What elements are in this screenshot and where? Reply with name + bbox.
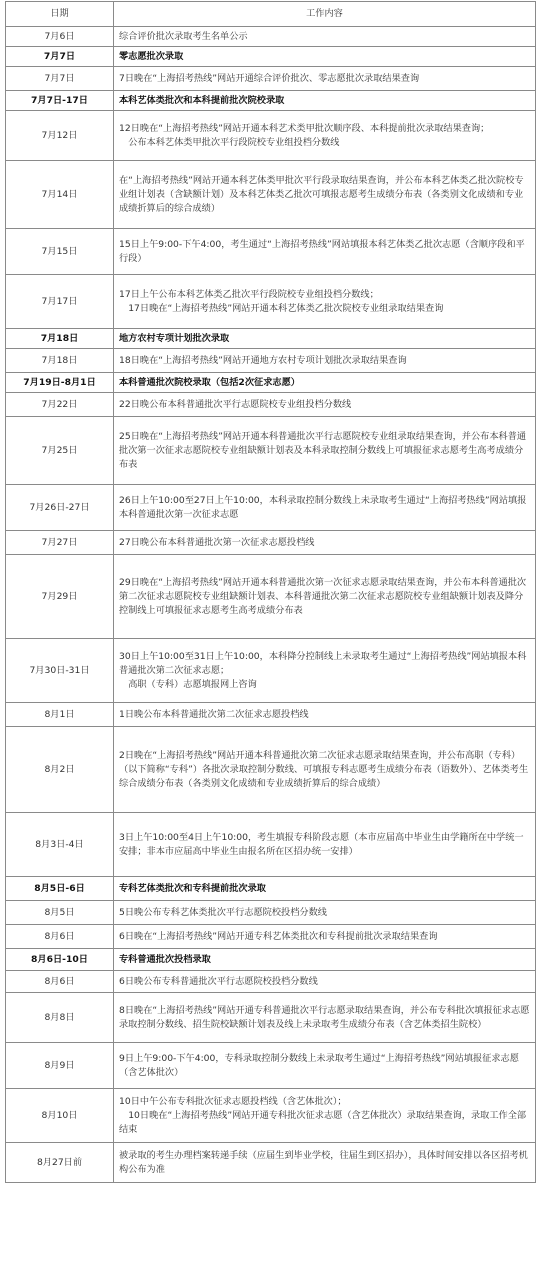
table-row [6,417,536,485]
work-content-cell [114,275,536,329]
table-row [6,727,536,813]
work-content-line: 3日上午10:00至4日上午10:00，考生填报专科阶段志愿（本市应届高中毕业生由学籍所在中学统一安排；非本市应届高中毕业生由报名所在区招办统一安排） [119,831,524,857]
date-cell: 7月29日 [6,555,114,639]
date-cell: 8月6日-10日 [6,949,114,971]
work-content-cell [114,877,536,901]
work-content-cell [114,727,536,813]
date-cell: 8月2日 [6,727,114,813]
work-content-cell [114,1089,536,1143]
work-content-cell [114,531,536,555]
work-content-line: 15日上午9:00-下午4:00，考生通过“上海招考热线”网站填报本科艺体类乙批次志愿（含顺序段和平行段） [119,238,525,264]
date-cell: 8月5日-6日 [6,877,114,901]
table-row [6,971,536,993]
work-content-cell [114,161,536,229]
date-cell: 7月17日 [6,275,114,329]
table-row [6,1089,536,1143]
work-content-line: 8日晚在“上海招考热线”网站开通专科普通批次平行志愿录取结果查询，并公布专科批次填报征求志愿录取控制分数线、招生院校缺额计划表及线上未录取考生成绩分布表（含艺体类招生院校） [119,1004,530,1030]
date-cell: 8月6日 [6,971,114,993]
table-row [6,485,536,531]
section-row [6,329,536,349]
table-row [6,901,536,925]
date-cell: 7月15日 [6,229,114,275]
table-row [6,67,536,91]
date-cell: 8月10日 [6,1089,114,1143]
table-row [6,703,536,727]
work-content-line: 地方农村专项计划批次录取 [119,332,230,344]
work-content-line: 5日晚公布专科艺体类批次平行志愿院校投档分数线 [119,906,327,918]
work-content-cell [114,555,536,639]
work-content-line: 高职（专科）志愿填报网上咨询 [128,678,257,690]
date-cell: 7月18日 [6,329,114,349]
work-content-line: 27日晚公布本科普通批次第一次征求志愿投档线 [119,536,315,548]
work-content-line: 6日晚在“上海招考热线”网站开通专科艺体类批次和专科提前批次录取结果查询 [119,930,438,942]
table-row [6,161,536,229]
date-cell: 7月18日 [6,349,114,373]
date-cell: 8月9日 [6,1043,114,1089]
work-content-line: 7日晚在“上海招考热线”网站开通综合评价批次、零志愿批次录取结果查询 [119,72,420,84]
work-content-cell [114,813,536,877]
work-content-line: 被录取的考生办理档案转递手续（应届生到毕业学校，往届生到区招办），具体时间安排以各区招考机构公布为准 [119,1149,528,1175]
table-row [6,229,536,275]
date-cell: 7月14日 [6,161,114,229]
table-row [6,639,536,703]
table-row [6,531,536,555]
work-content-line: 25日晚在“上海招考热线”网站开通本科普通批次平行志愿院校专业组录取结果查询，并公布本科普通批次第一次征求志愿院校专业组缺额计划表及本科录取控制分数线上可填报征求志愿考生高考成绩分布表 [119,430,527,470]
work-content-line: 18日晚在“上海招考热线”网站开通地方农村专项计划批次录取结果查询 [119,354,407,366]
section-row [6,47,536,67]
work-content-line: 6日晚公布专科普通批次平行志愿院校投档分数线 [119,975,318,987]
section-row [6,949,536,971]
date-cell: 8月1日 [6,703,114,727]
date-cell: 7月19日-8月1日 [6,373,114,393]
work-content-cell [114,47,536,67]
admission-schedule-table [5,1,536,1183]
work-content-cell [114,1143,536,1183]
date-cell: 7月7日 [6,47,114,67]
work-content-cell [114,1043,536,1089]
table-row [6,555,536,639]
table-row [6,393,536,417]
date-cell: 8月5日 [6,901,114,925]
work-content-cell [114,485,536,531]
column-header-work: 工作内容 [114,2,536,27]
work-content-cell [114,349,536,373]
work-content-line: 零志愿批次录取 [119,50,184,62]
work-content-line: 本科艺体类批次和本科提前批次院校录取 [119,94,285,106]
work-content-cell [114,417,536,485]
work-content-cell [114,329,536,349]
work-content-line: 10日晚在“上海招考热线”网站开通专科批次征求志愿（含艺体批次）录取结果查询，录取工作全部结束 [119,1109,527,1135]
work-content-line: 2日晚在“上海招考热线”网站开通本科普通批次第二次征求志愿录取结果查询，并公布高职（专科）（以下简称“专科”）各批次录取控制分数线、可填报专科志愿考生成绩分布表（语数外）、艺体类考生综合成绩分布表（各类别文化成绩和专业成绩折算后的综合成绩） [119,749,529,789]
table-body [6,27,536,1183]
section-row [6,373,536,393]
table-header [6,2,536,27]
work-content-line: 10日中午公布专科批次征求志愿投档线（含艺体批次）； [119,1095,347,1107]
work-content-cell [114,901,536,925]
section-row [6,877,536,901]
work-content-cell [114,639,536,703]
table-row [6,111,536,161]
date-cell: 8月6日 [6,925,114,949]
table-row [6,925,536,949]
work-content-cell [114,925,536,949]
work-content-cell [114,67,536,91]
date-cell: 8月3日-4日 [6,813,114,877]
work-content-line: 17日晚在“上海招考热线”网站开通本科艺体类乙批次院校专业组录取结果查询 [128,302,444,314]
work-content-cell [114,993,536,1043]
date-cell: 8月27日前 [6,1143,114,1183]
date-cell: 7月7日-17日 [6,91,114,111]
work-content-line: 综合评价批次录取考生名单公示 [119,30,248,42]
date-cell: 7月25日 [6,417,114,485]
date-cell: 7月30日-31日 [6,639,114,703]
work-content-line: 26日上午10:00至27日上午10:00，本科录取控制分数线上未录取考生通过“上海招考热线”网站填报本科普通批次第一次征求志愿 [119,494,527,520]
work-content-cell [114,703,536,727]
work-content-cell [114,971,536,993]
header-row [6,2,536,27]
work-content-line: 12日晚在“上海招考热线”网站开通本科艺术类甲批次顺序段、本科提前批次录取结果查询； [119,122,490,134]
work-content-cell [114,111,536,161]
work-content-line: 在“上海招考热线”网站开通本科艺体类甲批次平行段录取结果查询，并公布本科艺体类乙批次院校专业组计划表（含缺额计划）及本科艺体类乙批次可填报志愿考生成绩分布表（各类别文化成绩和专业成绩折算后的综合成绩） [119,174,524,214]
table-row [6,1043,536,1089]
work-content-line: 专科艺体类批次和专科提前批次录取 [119,882,266,894]
work-content-line: 公布本科艺体类甲批次平行段院校专业组投档分数线 [128,136,340,148]
section-row [6,91,536,111]
work-content-cell [114,27,536,47]
work-content-line: 本科普通批次院校录取（包括2次征求志愿） [119,376,300,388]
work-content-line: 17日上午公布本科艺体类乙批次平行段院校专业组投档分数线； [119,288,379,300]
work-content-cell [114,393,536,417]
date-cell: 7月26日-27日 [6,485,114,531]
date-cell: 8月8日 [6,993,114,1043]
work-content-line: 9日上午9:00-下午4:00，专科录取控制分数线上未录取考生通过“上海招考热线”网站填报征求志愿（含艺体批次） [119,1052,519,1078]
work-content-line: 22日晚公布本科普通批次平行志愿院校专业组投档分数线 [119,398,352,410]
table-row [6,993,536,1043]
table-row [6,813,536,877]
work-content-line: 1日晚公布本科普通批次第二次征求志愿投档线 [119,708,309,720]
table-row [6,1143,536,1183]
work-content-line: 专科普通批次投档录取 [119,953,211,965]
date-cell: 7月6日 [6,27,114,47]
table-row [6,27,536,47]
date-cell: 7月27日 [6,531,114,555]
work-content-line: 29日晚在“上海招考热线”网站开通本科普通批次第一次征求志愿录取结果查询，并公布本科普通批次第二次征求志愿院校专业组缺额计划表、本科普通批次第二次征求志愿院校专业组缺额计划表及降分控制线上可填报征求志愿考生高考成绩分布表 [119,576,527,616]
work-content-cell [114,373,536,393]
table-row [6,349,536,373]
work-content-cell [114,949,536,971]
work-content-cell [114,229,536,275]
work-content-line: 30日上午10:00至31日上午10:00，本科降分控制线上未录取考生通过“上海招考热线”网站填报本科普通批次第二次征求志愿； [119,650,527,676]
date-cell: 7月12日 [6,111,114,161]
date-cell: 7月7日 [6,67,114,91]
column-header-date: 日期 [6,2,114,27]
table-row [6,275,536,329]
date-cell: 7月22日 [6,393,114,417]
work-content-cell [114,91,536,111]
